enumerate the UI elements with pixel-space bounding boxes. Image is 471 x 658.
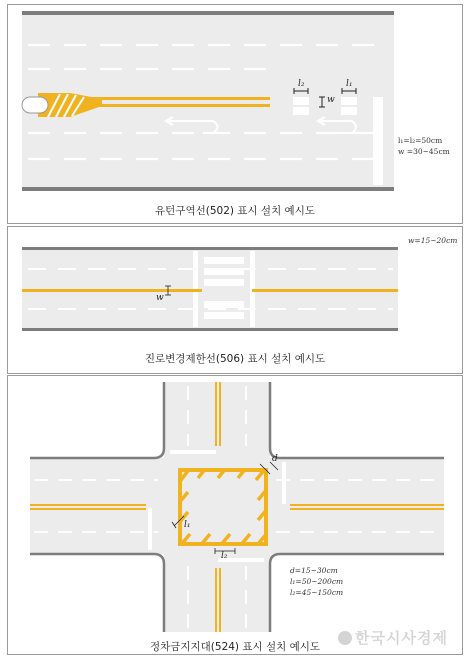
panel-lane-change-restriction [7, 226, 463, 374]
uturn-road-diagram [8, 5, 462, 223]
watermark-text: 한국시사경제 [355, 629, 448, 647]
label-l1: l₁ [346, 79, 353, 89]
caption-no-stopping: 정차금지지대(524) 표시 설치 예시도 [149, 641, 321, 653]
caption-lane-restriction: 진로변경제한선(506) 표시 설치 예시도 [144, 353, 326, 365]
note-line-1: d=15~30cm [290, 566, 338, 575]
panel-no-stopping-zone [7, 375, 463, 655]
note-line-1: l₁=l₂=50cm [398, 136, 443, 145]
dimension-note [398, 135, 450, 157]
note-line-2: w =30~45cm [398, 147, 450, 156]
label-l2: l₂ [298, 79, 305, 89]
note-line-2: l₁=50~200cm [290, 577, 344, 586]
dimension-note [290, 565, 343, 598]
panel-uturn-zone [7, 4, 463, 224]
label-w: w [156, 293, 164, 303]
label-l2: l₂ [221, 551, 228, 561]
label-d: d [272, 454, 278, 464]
note-line-3: l₂=45~150cm [290, 588, 344, 597]
caption-uturn: 유턴구역선(502) 표시 설치 예시도 [155, 205, 315, 217]
width-note: w=15~20cm [408, 236, 458, 245]
label-w: w [327, 95, 335, 105]
label-l1: l₁ [184, 520, 191, 530]
intersection-diagram [8, 376, 462, 654]
